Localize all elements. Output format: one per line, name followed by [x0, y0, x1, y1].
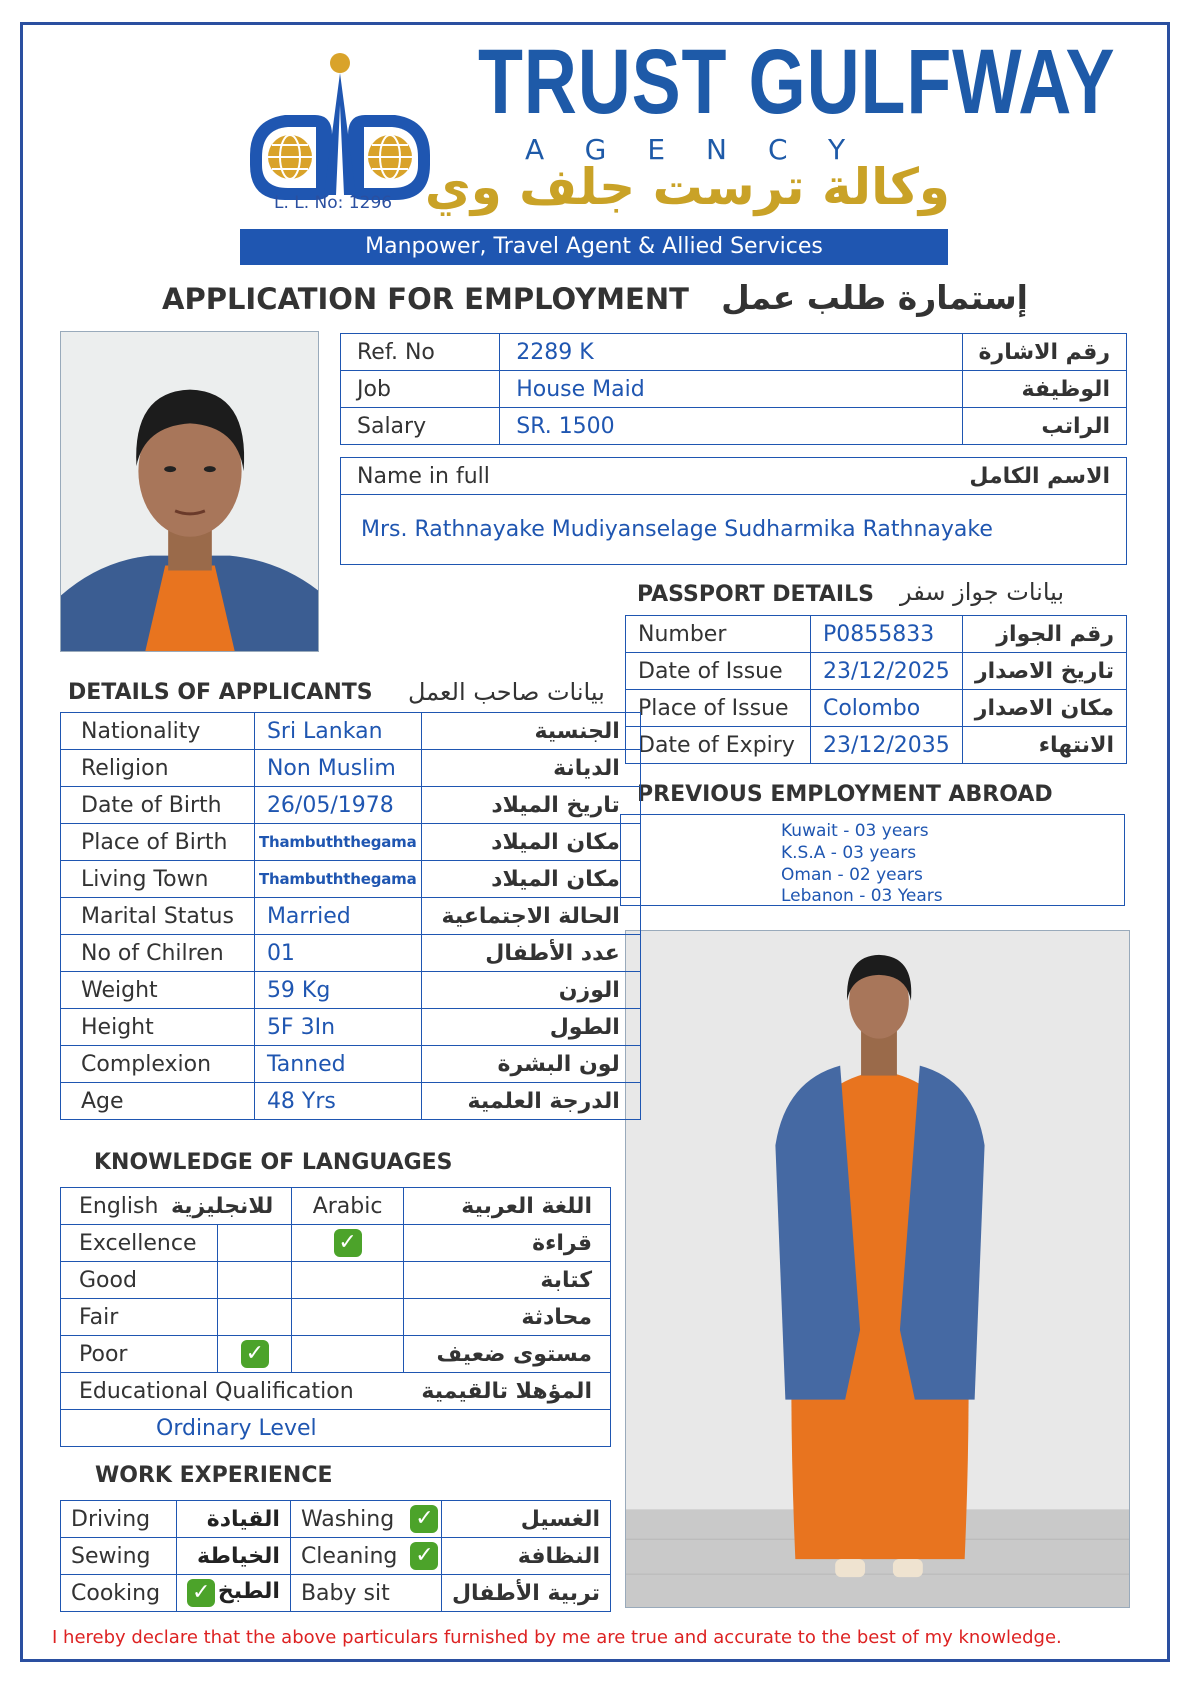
- cleaning-label: Cleaning: [290, 1538, 407, 1575]
- issue-place-label: Place of Issue: [626, 690, 811, 727]
- job-label-arabic: الوظيفة: [962, 371, 1126, 408]
- driving-label-arabic: القيادة: [177, 1501, 291, 1538]
- ref-label-arabic: رقم الاشارة: [962, 334, 1126, 371]
- passport-row: [626, 690, 1127, 727]
- passport-number-label: Number: [626, 616, 811, 653]
- table-row: [61, 1538, 611, 1575]
- birth-place-label: Place of Birth: [61, 824, 255, 861]
- table-row: [61, 824, 641, 861]
- summary-row-ref: [341, 334, 1127, 371]
- expiry-date-label: Date of Expiry: [626, 727, 811, 764]
- washing-label: Washing: [290, 1501, 407, 1538]
- religion-label-arabic: الديانة: [421, 750, 640, 787]
- living-town-label: Living Town: [61, 861, 255, 898]
- passport-number-label-arabic: رقم الجواز: [962, 616, 1126, 653]
- cleaning-check-cell: [408, 1538, 442, 1575]
- details-section-title: DETAILS OF APPLICANTS: [68, 680, 373, 705]
- page-title: APPLICATION FOR EMPLOYMENT: [162, 282, 689, 316]
- weight-label-arabic: الوزن: [421, 972, 640, 1009]
- weight-value: 59 Kg: [254, 972, 421, 1009]
- checkmark-icon: ✓: [241, 1340, 269, 1368]
- table-row: [61, 1501, 611, 1538]
- arabic-fair-cell: [292, 1299, 404, 1336]
- cooking-label-arabic: الطبخ: [217, 1579, 280, 1604]
- table-row: [61, 1262, 611, 1299]
- level-fair-label-arabic: محادثة: [403, 1299, 610, 1336]
- full-name-value: Mrs. Rathnayake Mudiyanselage Sudharmika Rathnayake: [341, 495, 1127, 565]
- arabic-good-cell: [292, 1262, 404, 1299]
- table-row: [61, 1299, 611, 1336]
- table-row: [61, 1009, 641, 1046]
- full-body-photo: [625, 930, 1130, 1608]
- job-value: House Maid: [500, 371, 962, 408]
- education-value: Ordinary Level: [61, 1410, 611, 1447]
- marital-status-label: Marital Status: [61, 898, 255, 935]
- details-section-title-arabic: بيانات صاحب العمل: [408, 678, 605, 706]
- issue-place-value: Colombo: [810, 690, 962, 727]
- education-label-arabic: المؤهلا تالقيمية: [403, 1373, 610, 1410]
- salary-value: SR. 1500: [500, 408, 962, 445]
- marital-status-value: Married: [254, 898, 421, 935]
- checkmark-icon: ✓: [410, 1542, 438, 1570]
- name-table: [340, 457, 1127, 565]
- height-value: 5F 3In: [254, 1009, 421, 1046]
- weight-label: Weight: [61, 972, 255, 1009]
- children-label: No of Chilren: [61, 935, 255, 972]
- brand-agency: AGENCY: [525, 133, 887, 166]
- complexion-label: Complexion: [61, 1046, 255, 1083]
- table-row: [61, 1046, 641, 1083]
- dob-label: Date of Birth: [61, 787, 255, 824]
- passport-row: [626, 653, 1127, 690]
- languages-table: [60, 1187, 611, 1447]
- passport-number-value: P0855833: [810, 616, 962, 653]
- portrait-photo: [60, 331, 319, 652]
- nationality-label: Nationality: [61, 713, 255, 750]
- brand-name: TRUST GULFWAY: [478, 31, 1116, 133]
- list-item: Lebanon - 03 Years: [781, 886, 943, 906]
- english-header: English: [79, 1193, 159, 1219]
- table-row: [61, 1336, 611, 1373]
- list-item: Kuwait - 03 years: [781, 821, 929, 841]
- table-row: [61, 972, 641, 1009]
- table-row: [61, 713, 641, 750]
- expiry-date-label-arabic: الانتهاء: [962, 727, 1126, 764]
- work-experience-table: [60, 1500, 611, 1612]
- dob-label-arabic: تاريخ الميلاد: [421, 787, 640, 824]
- passport-table: [625, 615, 1127, 764]
- cleaning-label-arabic: النظافة: [441, 1538, 610, 1575]
- english-good-cell: [218, 1262, 292, 1299]
- birth-place-label-arabic: مكان الميلاد: [421, 824, 640, 861]
- sewing-label: Sewing: [61, 1538, 177, 1575]
- washing-check-cell: [408, 1501, 442, 1538]
- table-row: [61, 1575, 611, 1612]
- expiry-date-value: 23/12/2035: [810, 727, 962, 764]
- level-excellence-label: Excellence: [61, 1225, 218, 1262]
- cooking-label: Cooking: [61, 1575, 177, 1612]
- babysit-label-arabic: تربية الأطفال: [441, 1575, 610, 1612]
- table-row: [61, 750, 641, 787]
- table-row: [61, 787, 641, 824]
- checkmark-icon: ✓: [187, 1579, 215, 1607]
- dob-value: 26/05/1978: [254, 787, 421, 824]
- babysit-label: Baby sit: [290, 1575, 407, 1612]
- previous-employment-list: [620, 814, 1125, 906]
- ref-label: Ref. No: [341, 334, 500, 371]
- issue-date-value: 23/12/2025: [810, 653, 962, 690]
- living-town-value: Thambuththegama: [254, 861, 421, 898]
- education-label: Educational Qualification: [61, 1373, 404, 1410]
- washing-label-arabic: الغسيل: [441, 1501, 610, 1538]
- languages-section-title: KNOWLEDGE OF LANGUAGES: [94, 1150, 453, 1175]
- marital-status-label-arabic: الحالة الاجتماعية: [421, 898, 640, 935]
- ref-value: 2289 K: [500, 334, 962, 371]
- issue-date-label-arabic: تاريخ الاصدار: [962, 653, 1126, 690]
- table-row: [61, 898, 641, 935]
- complexion-value: Tanned: [254, 1046, 421, 1083]
- list-item: K.S.A - 03 years: [781, 843, 917, 863]
- issue-date-label: Date of Issue: [626, 653, 811, 690]
- summary-row-salary: [341, 408, 1127, 445]
- birth-place-value: Thambuththegama: [254, 824, 421, 861]
- passport-row: [626, 616, 1127, 653]
- list-item: Oman - 02 years: [781, 865, 923, 885]
- cooking-cell: [177, 1575, 291, 1612]
- level-excellence-label-arabic: قراءة: [403, 1225, 610, 1262]
- age-value: 48 Yrs: [254, 1083, 421, 1120]
- table-row: [61, 1373, 611, 1410]
- checkmark-icon: ✓: [334, 1229, 362, 1257]
- level-fair-label: Fair: [61, 1299, 218, 1336]
- nationality-label-arabic: الجنسية: [421, 713, 640, 750]
- issue-place-label-arabic: مكان الاصدار: [962, 690, 1126, 727]
- table-row: [61, 1083, 641, 1120]
- table-row: [61, 935, 641, 972]
- checkmark-icon: ✓: [410, 1505, 438, 1533]
- table-row: [61, 861, 641, 898]
- summary-table: [340, 333, 1127, 445]
- babysit-check-cell: [408, 1575, 442, 1612]
- passport-section-title-arabic: بيانات جواز سفر: [900, 578, 1065, 606]
- religion-label: Religion: [61, 750, 255, 787]
- brand-name-arabic: وكالة ترست جلف وي: [424, 158, 950, 216]
- passport-row: [626, 727, 1127, 764]
- applicant-details-table: [60, 712, 641, 1120]
- level-good-label: Good: [61, 1262, 218, 1299]
- children-value: 01: [254, 935, 421, 972]
- passport-section-title: PASSPORT DETAILS: [637, 582, 874, 607]
- license-number: L. L. No: 1296: [274, 193, 393, 213]
- table-row: [61, 1225, 611, 1262]
- tagline-banner: Manpower, Travel Agent & Allied Services: [240, 229, 948, 265]
- level-good-label-arabic: كتابة: [403, 1262, 610, 1299]
- arabic-header: Arabic: [292, 1188, 404, 1225]
- job-label: Job: [341, 371, 500, 408]
- english-excellence-cell: [218, 1225, 292, 1262]
- english-poor-cell: [218, 1336, 292, 1373]
- page-title-arabic: إستمارة طلب عمل: [721, 278, 1028, 317]
- name-label: Name in full: [341, 458, 725, 495]
- arabic-poor-cell: [292, 1336, 404, 1373]
- level-poor-label: Poor: [61, 1336, 218, 1373]
- height-label: Height: [61, 1009, 255, 1046]
- salary-label-arabic: الراتب: [962, 408, 1126, 445]
- living-town-label-arabic: مكان الميلاد: [421, 861, 640, 898]
- level-poor-label-arabic: مستوى ضعيف: [403, 1336, 610, 1373]
- previous-employment-title: PREVIOUS EMPLOYMENT ABROAD: [637, 782, 1053, 807]
- table-row: [61, 1410, 611, 1447]
- summary-row-job: [341, 371, 1127, 408]
- children-label-arabic: عدد الأطفال: [421, 935, 640, 972]
- declaration-text: I hereby declare that the above particulars furnished by me are true and accurate to the best of my knowledge.: [52, 1627, 1062, 1648]
- sewing-label-arabic: الخياطة: [177, 1538, 291, 1575]
- english-fair-cell: [218, 1299, 292, 1336]
- age-label: Age: [61, 1083, 255, 1120]
- arabic-excellence-cell: [292, 1225, 404, 1262]
- height-label-arabic: الطول: [421, 1009, 640, 1046]
- salary-label: Salary: [341, 408, 500, 445]
- religion-value: Non Muslim: [254, 750, 421, 787]
- table-row: [61, 1188, 611, 1225]
- arabic-header-arabic: اللغة العربية: [403, 1188, 610, 1225]
- nationality-value: Sri Lankan: [254, 713, 421, 750]
- driving-label: Driving: [61, 1501, 177, 1538]
- work-section-title: WORK EXPERIENCE: [95, 1463, 333, 1488]
- age-label-arabic: الدرجة العلمية: [421, 1083, 640, 1120]
- complexion-label-arabic: لون البشرة: [421, 1046, 640, 1083]
- english-header-arabic: للانجليزية: [170, 1193, 274, 1219]
- globe-logo-icon: [240, 45, 440, 215]
- name-label-arabic: الاسم الكامل: [725, 458, 1127, 495]
